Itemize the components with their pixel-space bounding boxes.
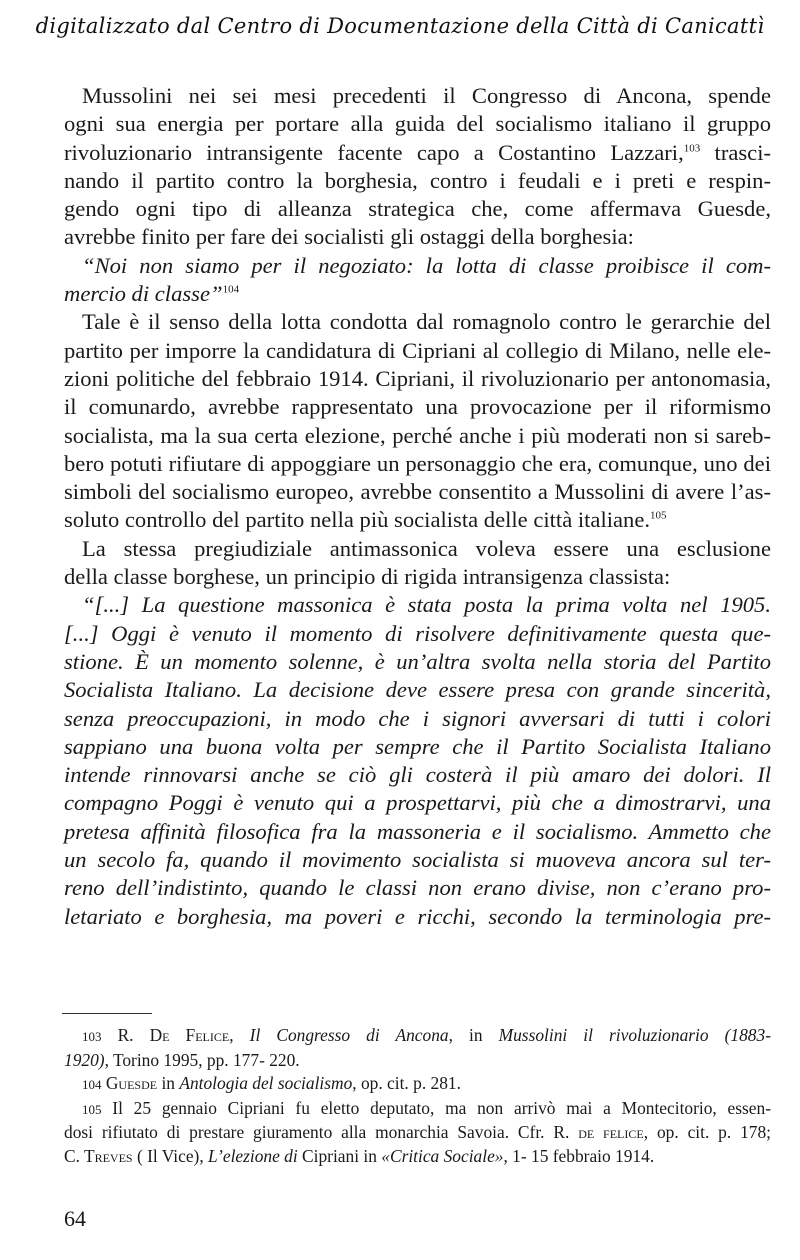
footnote-text: , in bbox=[448, 1025, 499, 1045]
footnote-title: Antologia del socialismo bbox=[179, 1073, 353, 1094]
footnote-ref-103: 103 bbox=[683, 142, 701, 155]
text-line: La stessa pregiudiziale antimassonica voleva essere una esclusione bbox=[82, 535, 771, 561]
footnote-text: dosi rifiutato di prestare giuramento alla monarchia Savoia. Cfr. R. bbox=[64, 1122, 579, 1143]
text-line: bero potuti rifiutare di appoggiare un personaggio che era, comunque, uno dei bbox=[64, 450, 771, 476]
footnote-ref-104: 104 bbox=[222, 283, 240, 296]
text-line: senza preoccupazioni, in modo che i signori avversari di tutti i colori bbox=[64, 705, 771, 731]
text-line: “[...] La questione massonica è stata posta la prima volta nel 1905. bbox=[82, 592, 771, 618]
paragraph-1 bbox=[64, 82, 771, 252]
footnote-title: Il Congresso di Ancona bbox=[249, 1025, 449, 1045]
footnote-number: 104 bbox=[82, 1077, 102, 1093]
text-line-head: rivoluzionario intransigente facente capo a Costantino Lazzari, bbox=[64, 139, 684, 165]
text-line: pretesa affinità filosofica fra la massoneria e il socialismo. Ammetto che bbox=[64, 818, 771, 844]
text-line: reno dell’indistinto, quando le classi non erano divise, non c’erano pro- bbox=[64, 875, 771, 901]
text-line: avrebbe finito per fare dei socialisti gli ostaggi della borghesia: bbox=[64, 224, 634, 250]
text-line: simboli del socialismo europeo, avrebbe consentito a Mussolini di avere l’as- bbox=[64, 479, 771, 505]
paragraph-3 bbox=[64, 535, 771, 592]
text-line: partito per imporre la candidatura di Cipriani al collegio di Milano, nelle ele- bbox=[64, 337, 771, 363]
text-line: intende rinnovarsi anche se ciò gli costerà il più amaro dei dolori. Il bbox=[64, 762, 771, 788]
text-line: un secolo fa, quando il movimento socialista si muoveva ancora sul ter- bbox=[64, 847, 771, 873]
footnote-text: , op. cit. p. 281. bbox=[352, 1073, 461, 1094]
footnote-104 bbox=[64, 1072, 771, 1097]
footnotes bbox=[64, 1024, 771, 1169]
text-line bbox=[64, 506, 771, 534]
digitization-watermark: digitalizzato dal Centro di Documentazione della Città di Canicattì bbox=[35, 14, 765, 38]
footnote-text: , 1- 15 febbraio 1914. bbox=[503, 1145, 655, 1166]
text-line: socialista, ma la sua certa elezione, perché anche i più moderati non si sareb- bbox=[64, 422, 771, 448]
footnote-number: 103 bbox=[82, 1029, 102, 1044]
text-line bbox=[64, 139, 771, 167]
footnote-105-cont bbox=[64, 1121, 771, 1145]
text-line bbox=[64, 280, 771, 308]
footnote-separator bbox=[62, 1013, 152, 1014]
footnote-105 bbox=[64, 1097, 771, 1122]
footnote-title: L’elezione di bbox=[208, 1145, 298, 1166]
footnote-author: R. De Felice bbox=[117, 1025, 230, 1045]
text-line: Mussolini nei sei mesi precedenti il Congresso di Ancona, spende bbox=[82, 83, 771, 108]
footnote-number: 105 bbox=[82, 1101, 102, 1117]
footnote-author: Guesde bbox=[105, 1073, 158, 1094]
footnote-text: , op. cit. p. 178; bbox=[643, 1122, 772, 1143]
text-line-tail: trasci- bbox=[700, 139, 771, 165]
footnote-ref-105: 105 bbox=[650, 509, 667, 522]
text-line: sappiano una buona volta per sempre che il Partito Socialista Italiano bbox=[64, 733, 771, 759]
quotation-1 bbox=[64, 252, 771, 309]
footnote-text: Il 25 gennaio Cipriani fu eletto deputato, ma non arrivò mai a Montecitorio, essen- bbox=[112, 1097, 771, 1118]
footnote-journal: «Critica Sociale» bbox=[381, 1145, 504, 1166]
page-number: 64 bbox=[64, 1206, 86, 1231]
footnote-105-cont bbox=[64, 1145, 771, 1169]
text-line: “Noi non siamo per il negoziato: la lotta di classe proibisce il com- bbox=[82, 252, 771, 278]
text-line: compagno Poggi è venuto qui a prospettarvi, più che a dimostrarvi, una bbox=[64, 790, 771, 816]
text-line: ogni sua energia per portare alla guida del socialismo italiano il gruppo bbox=[64, 111, 771, 137]
text-line: Socialista Italiano. La decisione deve essere presa con grande sincerità, bbox=[64, 677, 771, 703]
footnote-103-cont bbox=[64, 1049, 771, 1073]
text-line: stione. È un momento solenne, è un’altra svolta nella storia del Partito bbox=[64, 648, 771, 674]
footnote-author: de felice bbox=[578, 1122, 644, 1143]
page-body bbox=[64, 82, 771, 931]
footnote-book: 1920) bbox=[64, 1049, 105, 1070]
footnote-author: C. Treves bbox=[64, 1145, 133, 1166]
text-line: gendo ogni tipo di alleanza strategica che, come affermava Guesde, bbox=[64, 196, 771, 222]
text-line: [...] Oggi è venuto il momento di risolvere definitivamente questa que- bbox=[64, 620, 771, 646]
footnote-text: , Torino 1995, pp. 177- 220. bbox=[104, 1049, 300, 1070]
quotation-2 bbox=[64, 591, 771, 931]
text-line: il comunardo, avrebbe rappresentato una provocazione per il riformismo bbox=[64, 394, 771, 420]
footnote-text: ( Il Vice), bbox=[132, 1145, 209, 1166]
paragraph-2 bbox=[64, 308, 771, 534]
footnote-text: in bbox=[157, 1073, 180, 1094]
text-line-head: soluto controllo del partito nella più socialista delle città italiane. bbox=[64, 507, 651, 533]
text-line: zioni politiche del febbraio 1914. Cipriani, il rivoluzionario per antonomasia, bbox=[64, 365, 771, 391]
text-line: Tale è il senso della lotta condotta dal romagnolo contro le gerarchie del bbox=[82, 309, 771, 335]
footnote-103: 103 R. De Felice, Il Congresso di Ancona, in Mussolini il rivoluzionario (1883- bbox=[82, 1025, 771, 1045]
text-line: letariato e borghesia, ma poveri e ricchi, secondo la terminologia pre- bbox=[64, 903, 771, 929]
footnote-book: Mussolini il rivoluzionario (1883- bbox=[498, 1025, 771, 1045]
text-line-head: mercio di classe” bbox=[64, 281, 223, 307]
footnote-text: Cipriani in bbox=[297, 1145, 382, 1166]
text-line: nando il partito contro la borghesia, contro i feudali e i preti e respin- bbox=[64, 167, 771, 193]
text-line: della classe borghese, un principio di rigida intransigenza classista: bbox=[64, 564, 671, 590]
